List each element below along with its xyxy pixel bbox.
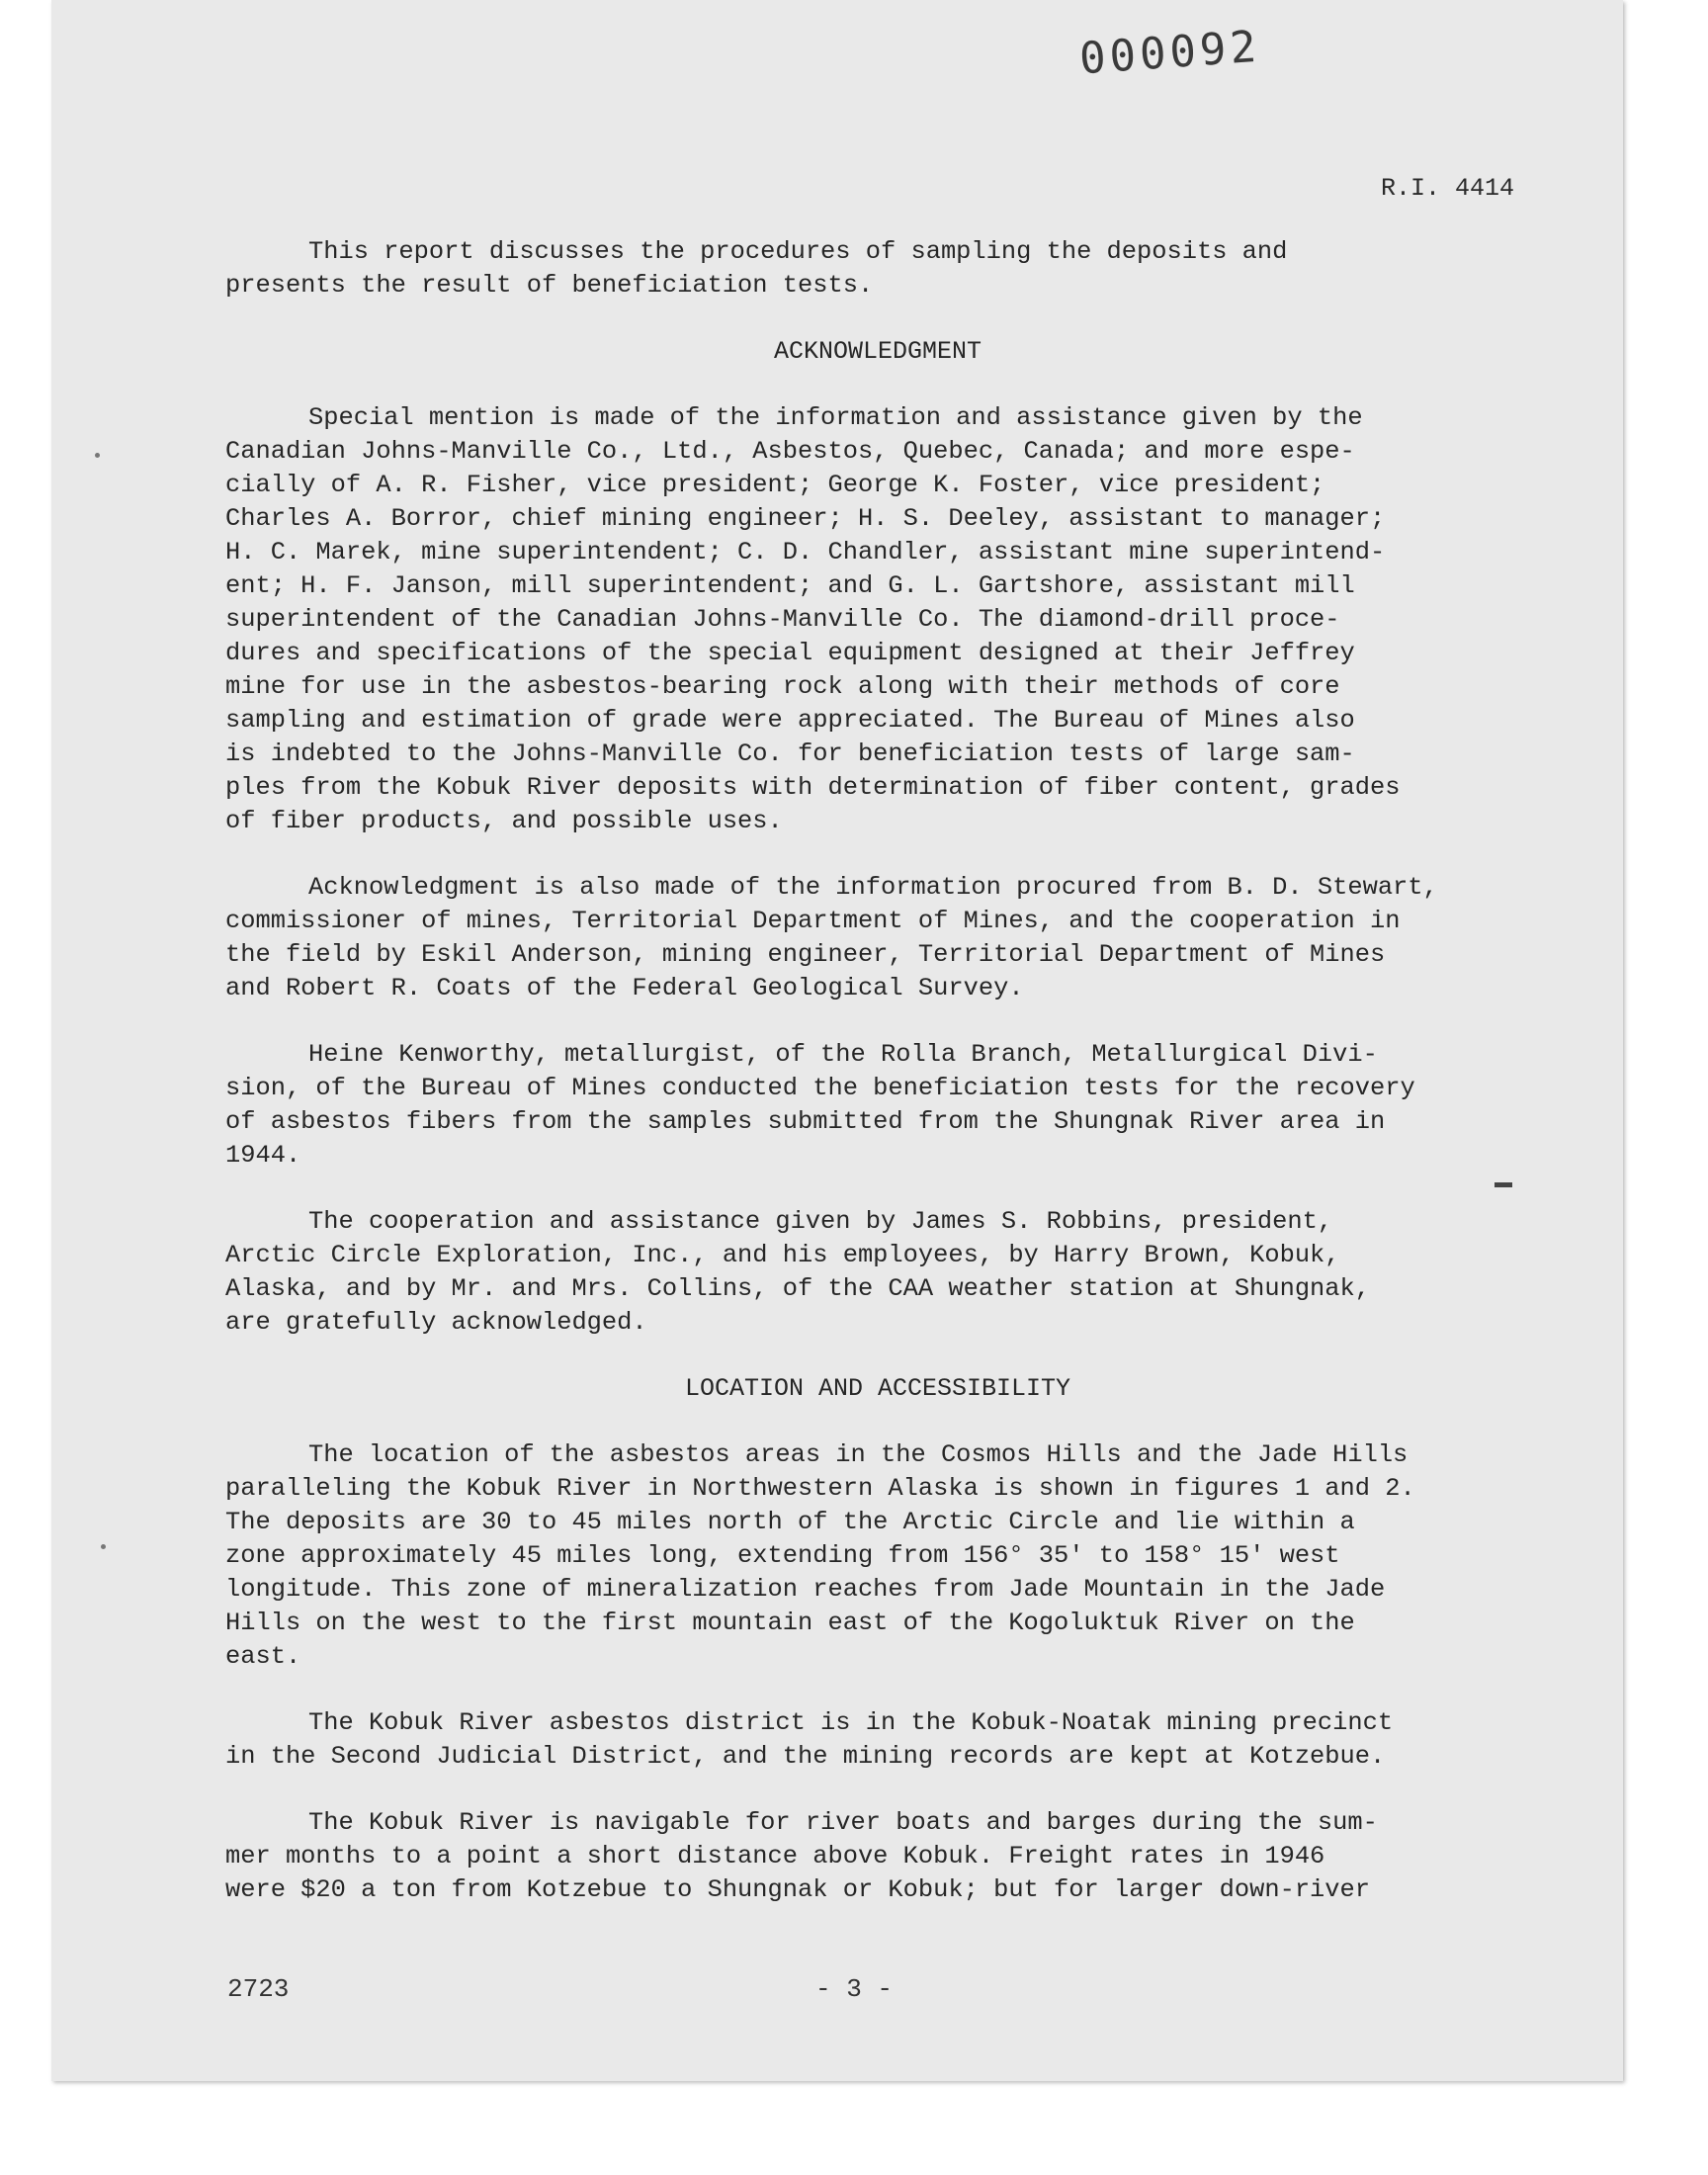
body-paragraph: Acknowledgment is also made of the information procured from B. D. Stewart, commissioner of mines, Territorial Department of Mines, and the cooperation in the field by Eskil Anderson, mining engineer, Territorial Department of Mines and Robert R. Coats of the Federal Geological Survey.	[225, 873, 1438, 1002]
report-number: R.I. 4414	[1381, 174, 1515, 203]
body-paragraph: The location of the asbestos areas in the Cosmos Hills and the Jade Hills paralleling the Kobuk River in Northwestern Alaska is shown in figures 1 and 2. The deposits are 30 to 45 miles north of the Arctic Circle and lie within a zone approximately 45 miles long, extending from 156° 35' to 158° 15' west longitude. This zone of mineralization reaches from Jade Mountain in the Jade Hills on the west to the first mountain east of the Kogoluktuk River on the east.	[225, 1440, 1415, 1671]
page-number: - 3 -	[814, 1974, 893, 2004]
handwritten-page-stamp: 000092	[1077, 21, 1262, 85]
body-paragraph: The cooperation and assistance given by James S. Robbins, president, Arctic Circle Exploration, Inc., and his employees, by Harry Brown, Kobuk, Alaska, and by Mr. and Mrs. Collins, of the CAA weather station at Shungnak, are gratefully acknowledged.	[225, 1207, 1371, 1337]
body-paragraph: Heine Kenworthy, metallurgist, of the Rolla Branch, Metallurgical Divi- sion, of the Bureau of Mines conducted the beneficiation tests for the recovery of asbestos fibers from the samples submitted from the Shungnak River area in 1944.	[225, 1040, 1415, 1170]
section-heading-location: LOCATION AND ACCESSIBILITY	[684, 1374, 1071, 1403]
scan-speck	[95, 453, 100, 458]
document-body	[225, 235, 1530, 1940]
section-heading-acknowledgment: ACKNOWLEDGMENT	[773, 337, 982, 366]
body-paragraph: The Kobuk River asbestos district is in the Kobuk-Noatak mining precinct in the Second Judicial District, and the mining records are kept at Kotzebue.	[225, 1708, 1394, 1771]
body-paragraph: Special mention is made of the information and assistance given by the Canadian Johns-Manville Co., Ltd., Asbestos, Quebec, Canada; and more espe- cially of A. R. Fisher, vice president; George K. Foster, vice president; Charles A. Borror, chief mining engineer; H. S. Deeley, assistant to manager; H. C. Marek, mine superintendent; C. D. Chandler, assistant mine superintend- ent; H. F. Janson, mill superintendent; and G. L. Gartshore, assistant mill superintendent of the Canadian Johns-Manville Co. The diamond-drill proce- dures and specifications of the special equipment designed at their Jeffrey mine for use in the asbestos-bearing rock along with their methods of core sampling and estimation of grade were appreciated. The Bureau of Mines also is indebted to the Johns-Manville Co. for beneficiation tests of large sam- ples from the Kobuk River deposits with determination of fiber content, grades of fiber products, and possible uses.	[225, 403, 1401, 835]
intro-paragraph: This report discusses the procedures of sampling the deposits and presents the result of beneficiation tests.	[225, 237, 1288, 300]
scan-speck	[101, 1544, 106, 1549]
body-paragraph: The Kobuk River is navigable for river boats and barges during the sum- mer months to a point a short distance above Kobuk. Freight rates in 1946 were $20 a ton from Kotzebue to Shungnak or Kobuk; but for larger down-river	[225, 1808, 1378, 1904]
footer-code: 2723	[227, 1974, 290, 2004]
